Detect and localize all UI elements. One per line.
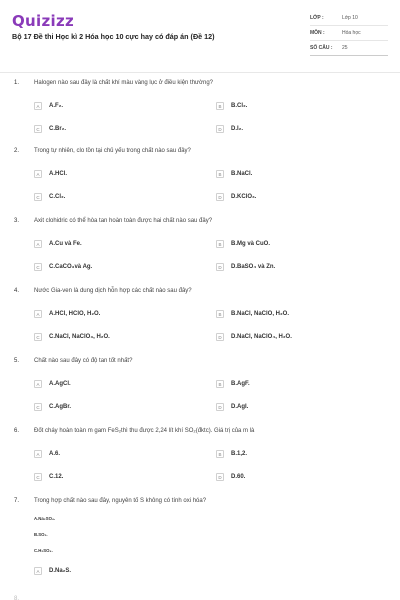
question-text: Trong tự nhiên, clo tồn tại chủ yếu trong chất nào sau đây?: [34, 148, 191, 154]
mini-option[interactable]: B.SO₂.: [34, 532, 48, 537]
worksheet-title: Bộ 17 Đề thi Học kì 2 Hóa học 10 cực hay có đáp án (Đề 12): [12, 32, 215, 41]
answer-option-a[interactable]: [34, 170, 67, 178]
option-text: C.NaCl, NaClO₃, H₂O.: [49, 334, 110, 340]
option-letter-badge: D: [216, 125, 224, 133]
question-number: 1.: [14, 80, 20, 86]
question-number: 4.: [14, 288, 20, 294]
option-text: D.60.: [231, 474, 246, 480]
answer-option-d[interactable]: [216, 473, 245, 481]
option-letter-badge: D: [216, 403, 224, 411]
answer-option-d[interactable]: [216, 193, 256, 201]
answer-option-b[interactable]: [216, 170, 252, 178]
option-text: D.NaCl, NaClO₄, H₂O.: [231, 334, 292, 340]
answer-option-c[interactable]: [34, 193, 65, 201]
question-number: 6.: [14, 428, 20, 434]
option-letter-badge: A: [34, 240, 42, 248]
answer-option-c[interactable]: [34, 403, 71, 411]
question-text: Trong hợp chất nào sau đây, nguyên tố S không có tính oxi hóa?: [34, 498, 207, 504]
answer-option-a[interactable]: [34, 240, 82, 248]
answer-option-c[interactable]: [34, 125, 66, 133]
option-text: B.Cl₂.: [231, 103, 248, 109]
answer-option-d[interactable]: [216, 263, 275, 271]
answer-option-a[interactable]: [34, 380, 71, 388]
option-text: A.Cu và Fe.: [49, 241, 82, 247]
meta-value: Lớp 10: [342, 15, 358, 21]
option-text: D.AgI.: [231, 404, 249, 410]
option-letter-badge: B: [216, 450, 224, 458]
option-text: D.BaSO₄ và Zn.: [231, 264, 276, 270]
meta-label: LỚP :: [310, 15, 324, 21]
answer-option-a[interactable]: [34, 567, 71, 575]
quizizz-logo: Quizizz: [12, 12, 75, 30]
meta-label: MÔN :: [310, 30, 325, 36]
question-number: 5.: [14, 358, 20, 364]
meta-value: Hóa học: [342, 30, 361, 36]
question-text: Axit clohidric có thể hòa tan hoàn toàn được hai chất nào sau đây?: [34, 218, 213, 224]
answer-option-b[interactable]: [216, 450, 247, 458]
option-letter-badge: A: [34, 170, 42, 178]
option-letter-badge: A: [34, 310, 42, 318]
answer-option-c[interactable]: [34, 473, 63, 481]
option-letter-badge: B: [216, 240, 224, 248]
option-text: B.NaCl.: [231, 171, 253, 177]
option-letter-badge: B: [216, 170, 224, 178]
option-letter-badge: D: [216, 263, 224, 271]
option-text: B.AgF.: [231, 381, 250, 387]
answer-option-b[interactable]: [216, 240, 270, 248]
question-text: Đốt cháy hoàn toàn m gam FeS₂thì thu được 2,24 lít khí SO₂(đktc). Giá trị của m là: [34, 428, 255, 434]
option-text: A.HCl, HClO, H₂O.: [49, 311, 101, 317]
answer-option-c[interactable]: [34, 263, 92, 271]
question-number: 2.: [14, 148, 20, 154]
option-letter-badge: B: [216, 380, 224, 388]
answer-option-b[interactable]: [216, 380, 250, 388]
answer-option-a[interactable]: [34, 102, 63, 110]
option-text: A.6.: [49, 451, 61, 457]
question-text: Chất nào sau đây có độ tan tốt nhất?: [34, 358, 133, 364]
option-letter-badge: C: [34, 473, 42, 481]
answer-option-b[interactable]: [216, 102, 247, 110]
option-letter-badge: C: [34, 125, 42, 133]
option-letter-badge: A: [34, 102, 42, 110]
option-letter-badge: C: [34, 333, 42, 341]
option-letter-badge: D: [216, 333, 224, 341]
option-letter-badge: C: [34, 403, 42, 411]
option-text: C.CaCO₃và Ag.: [49, 264, 93, 270]
option-text: C.12.: [49, 474, 64, 480]
option-text: C.Cl₂.: [49, 194, 66, 200]
meta-row-subject: [310, 26, 388, 41]
option-letter-badge: D: [216, 473, 224, 481]
meta-value: 25: [342, 45, 348, 51]
answer-option-a[interactable]: [34, 310, 100, 318]
answer-option-a[interactable]: [34, 450, 60, 458]
option-text: C.Br₂.: [49, 126, 67, 132]
meta-row-class: [310, 11, 388, 26]
header-divider: [0, 72, 400, 73]
answer-option-b[interactable]: [216, 310, 289, 318]
meta-table: [310, 11, 388, 56]
option-letter-badge: A: [34, 380, 42, 388]
option-letter-badge: B: [216, 102, 224, 110]
option-letter-badge: B: [216, 310, 224, 318]
question-text: Nước Gia-ven là dung dịch hỗn hợp các chất nào sau đây?: [34, 288, 192, 294]
meta-row-count: [310, 41, 388, 56]
option-text: B.Mg và CuO.: [231, 241, 271, 247]
option-text: B.1,2.: [231, 451, 248, 457]
option-letter-badge: D: [216, 193, 224, 201]
answer-option-c[interactable]: [34, 333, 110, 341]
option-text: D.I₂.: [231, 126, 243, 132]
option-text: B.NaCl, NaClO, H₂O.: [231, 311, 290, 317]
option-text: A.AgCl.: [49, 381, 71, 387]
question-number: 7.: [14, 498, 20, 504]
answer-option-d[interactable]: [216, 125, 243, 133]
cut-off-question: 8.: [14, 596, 20, 600]
option-letter-badge: A: [34, 450, 42, 458]
option-text: C.AgBr.: [49, 404, 72, 410]
answer-option-d[interactable]: [216, 333, 292, 341]
option-letter-badge: A: [34, 567, 42, 575]
option-text: D.KClO₃.: [231, 194, 257, 200]
option-text: A.F₂.: [49, 103, 63, 109]
answer-option-d[interactable]: [216, 403, 248, 411]
option-letter-badge: C: [34, 193, 42, 201]
mini-option[interactable]: A.Na₂SO₄.: [34, 516, 56, 521]
option-text: D.Na₂S.: [49, 568, 72, 574]
meta-label: SỐ CÂU :: [310, 45, 333, 51]
mini-option[interactable]: C.H₂SO₄.: [34, 548, 53, 553]
option-text: A.HCl.: [49, 171, 67, 177]
question-number: 3.: [14, 218, 20, 224]
question-text: Halogen nào sau đây là chất khí màu vàng lục ở điều kiện thường?: [34, 80, 213, 86]
option-letter-badge: C: [34, 263, 42, 271]
